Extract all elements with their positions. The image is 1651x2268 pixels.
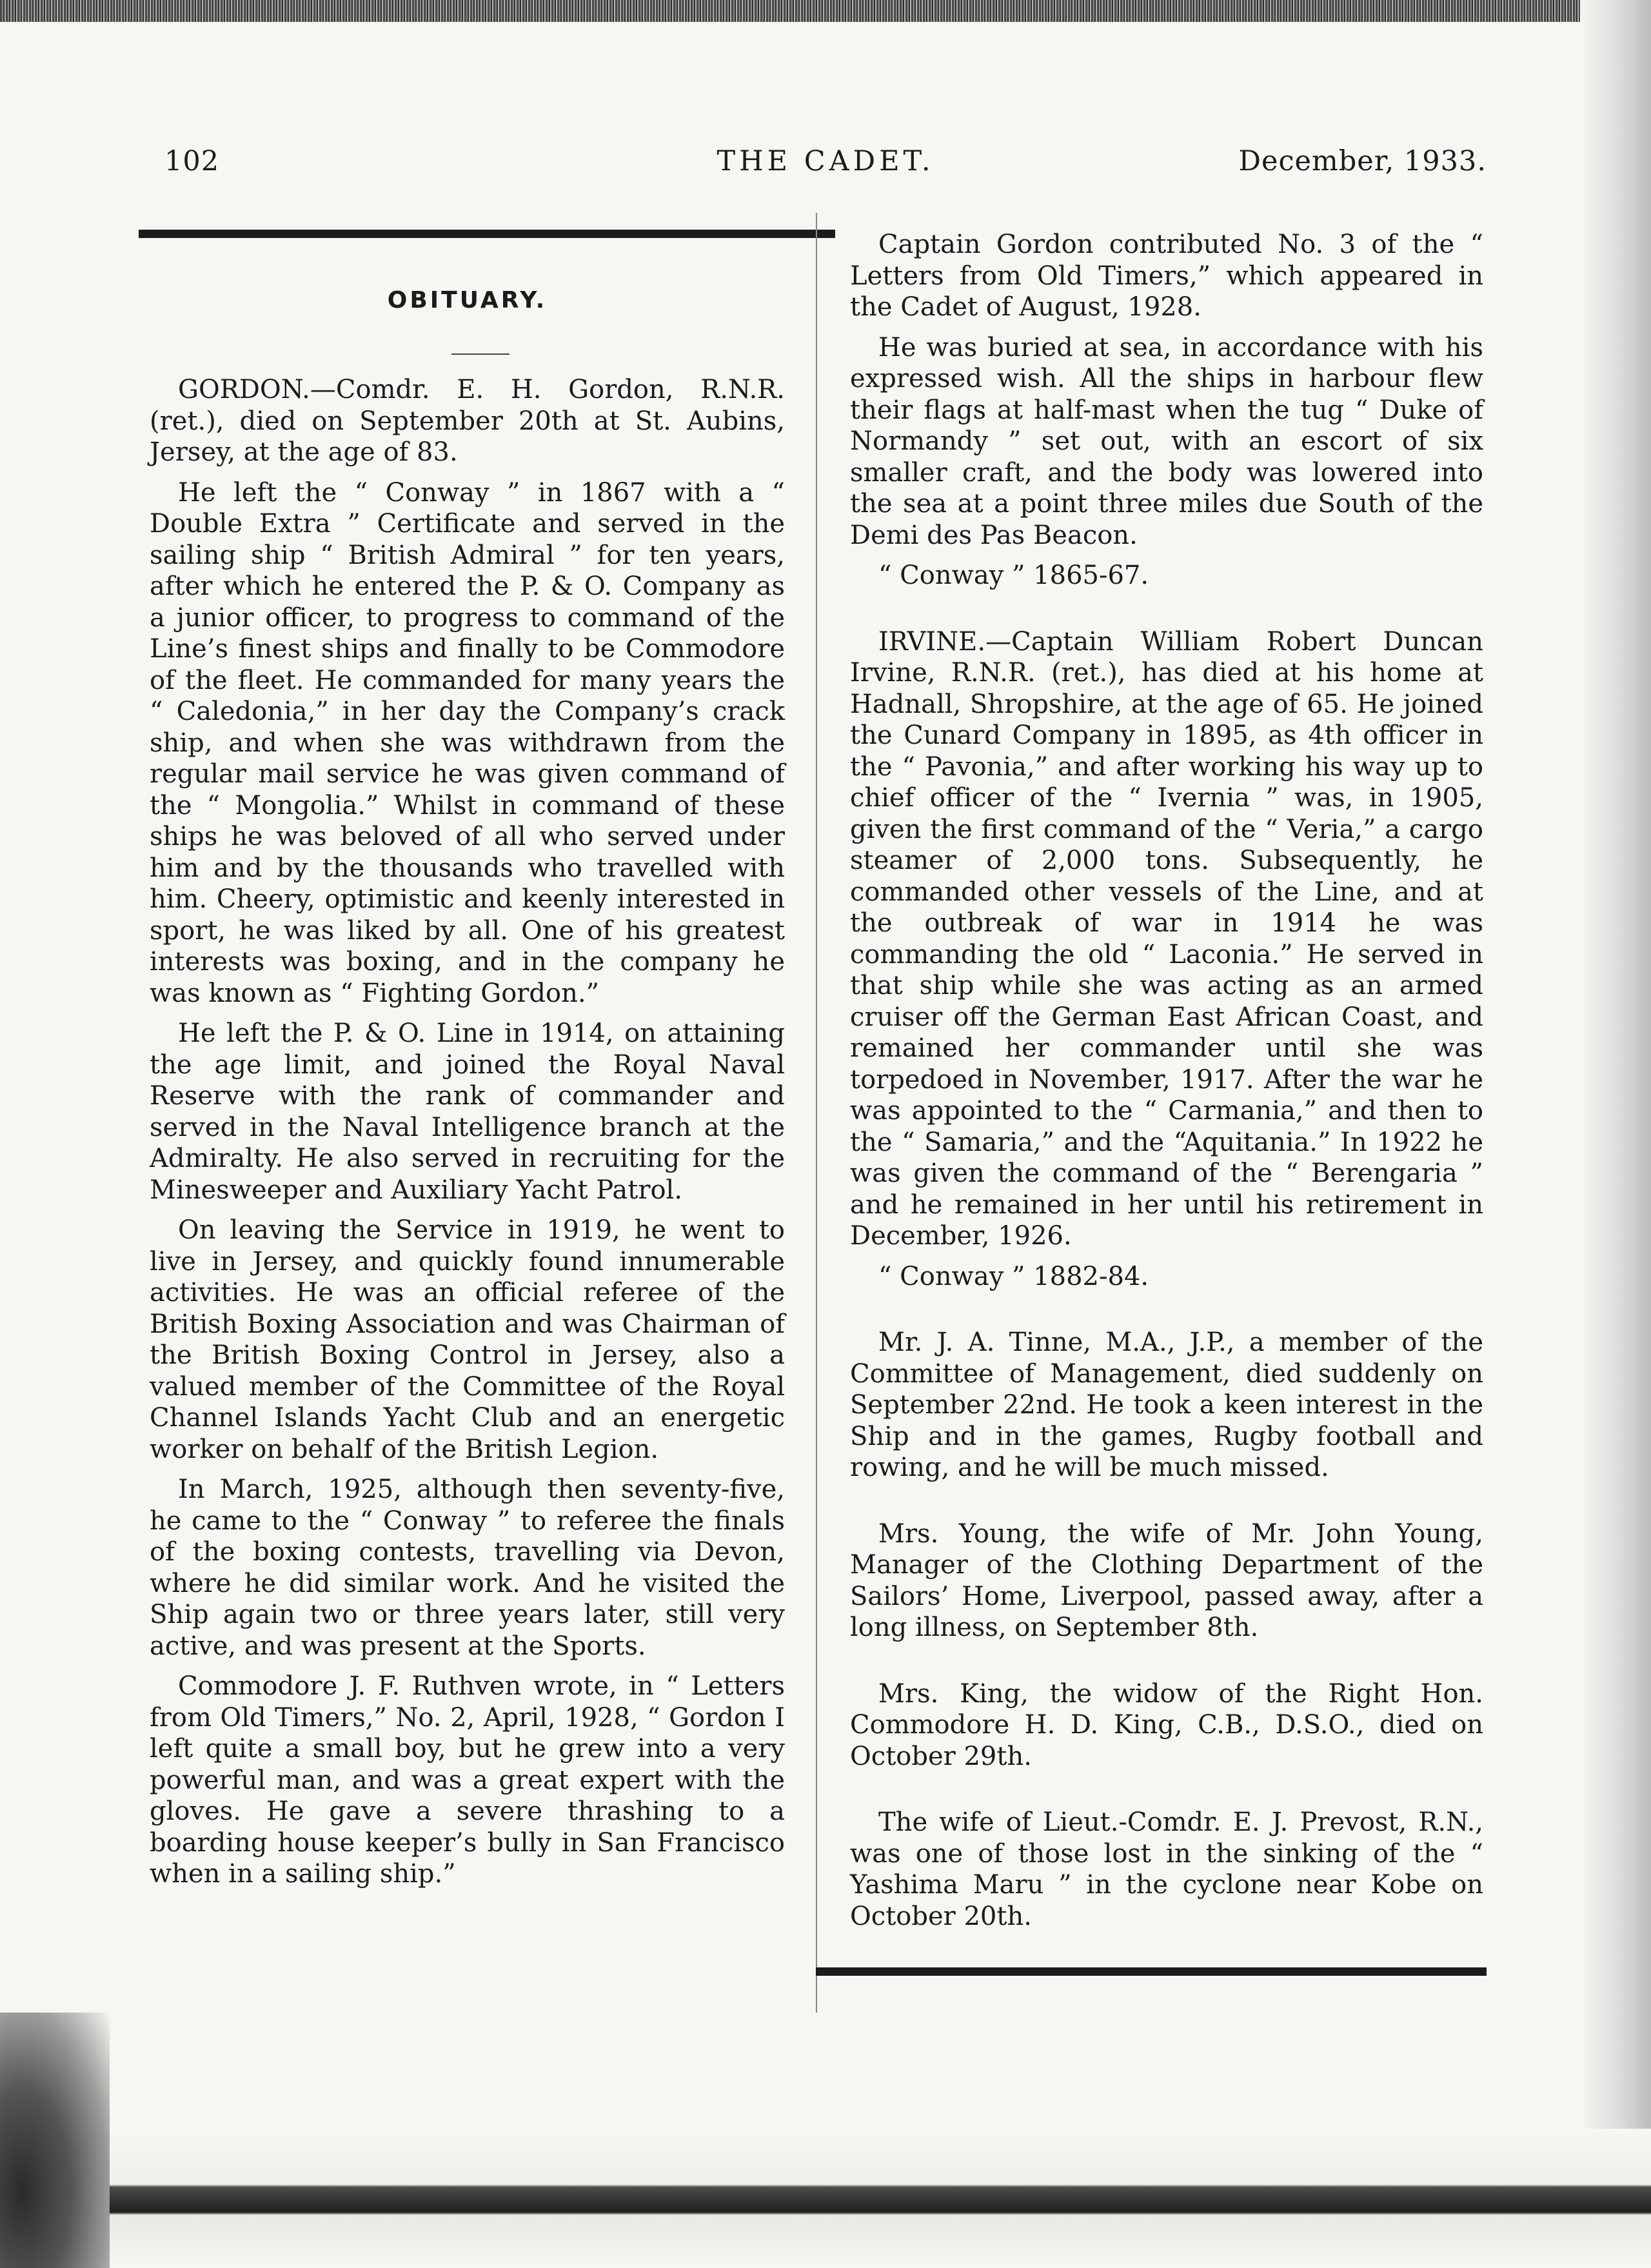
king-obituary: Mrs. King, the widow of the Right Hon. Commodore H. D. King, C.B., D.S.O., died on October 29th. <box>850 1678 1483 1771</box>
gordon-jersey: On leaving the Service in 1919, he went to live in Jersey, and quickly found innumerable activities. He was an official referee of the British Boxing Association and was Chairman of the British Boxing Control in Jersey, also a valued member of the Committee of the Royal Channel Islands Yacht Club and an energetic worker on behalf of the British Legion. <box>150 1215 785 1464</box>
prevost-obituary: The wife of Lieut.-Comdr. E. J. Prevost, R.N., was one of those lost in the sinking of the “ Yashima Maru ” in the cyclone near Kobe on October 20th. <box>850 1807 1483 1931</box>
publication-title: THE CADET. <box>717 145 934 177</box>
gordon-letters: Captain Gordon contributed No. 3 of the “ Letters from Old Timers,” which appeared in the Cadet of August, 1928. <box>850 230 1483 322</box>
gordon-conway-visit: In March, 1925, although then seventy-five, he came to the “ Conway ” to referee the finals of the boxing contests, travelling via Devon, where he did similar work. And he visited the Ship again two or three years later, still very active, and was present at the Sports. <box>150 1475 785 1661</box>
scan-thumb-shadow <box>0 2013 110 2268</box>
scan-bottom-edge <box>0 2129 1651 2268</box>
gordon-burial: He was buried at sea, in accordance with his expressed wish. All the ships in harbour flew their flags at half-mast when the tug “ Duke of Normandy ” set out, with an escort of six smaller craft, and the body was lowered into the sea at a point three miles due South of the Demi des Pas Beacon. <box>850 332 1483 550</box>
tinne-obituary: Mr. J. A. Tinne, M.A., J.P., a member of the Committee of Management, died suddenly on September 22nd. He took a keen interest in the Ship and in the games, Rugby football and rowing, and he will be much missed. <box>850 1328 1483 1482</box>
scan-right-edge <box>1580 0 1651 2268</box>
irvine-conway-years: “ Conway ” 1882-84. <box>878 1261 1149 1291</box>
section-heading: OBITUARY. <box>387 287 548 313</box>
irvine-obituary: IRVINE.—Captain William Robert Duncan Irvine, R.N.R. (ret.), has died at his home at Hadnall, Shropshire, at the age of 65. He joined the Cunard Company in 1895, as 4th officer in the “ Pavonia,” and after working his way up to chief officer of the “ Ivernia ” was, in 1905, given the first command of the “ Veria,” a cargo steamer of 2,000 tons. Subsequently, he commanded other vessels of the Line, and at the outbreak of war in 1914 he was commanding the old “ Laconia.” He served in that ship while she was acting as an armed cruiser off the German East African Coast, and remained her commander until she was torpedoed in November, 1917. After the war he was appointed to the “ Carmania,” and then to the “ Samaria,” and the “Aquitania.” In 1922 he was given the command of the “ Berengaria ” and he remained in her until his retirement in December, 1926. <box>850 626 1483 1251</box>
page-number: 102 <box>164 145 220 177</box>
gordon-intro: GORDON.—Comdr. E. H. Gordon, R.N.R. (ret.), died on September 20th at St. Aubins, Jersey, at the age of 83. <box>150 375 785 467</box>
bottom-rule <box>816 1967 1487 1976</box>
right-column <box>850 229 1483 1941</box>
gordon-conway-years: “ Conway ” 1865-67. <box>878 561 1149 590</box>
gordon-naval-reserve: He left the P. & O. Line in 1914, on attaining the age limit, and joined the Royal Naval Reserve with the rank of commander and served in the Naval Intelligence branch at the Admiralty. He also served in recruiting for the Minesweeper and Auxiliary Yacht Patrol. <box>150 1019 785 1205</box>
column-divider <box>816 213 817 2013</box>
heading-rule <box>451 353 509 355</box>
gordon-career: He left the “ Conway ” in 1867 with a “ Double Extra ” Certificate and served in the sailing ship “ British Admiral ” for ten years, after which he entered the P. & O. Company as a junior officer, to progress to command of the Line’s finest ships and finally to be Commodore of the fleet. He commanded for many years the “ Caledonia,” in her day the Company’s crack ship, and when she was withdrawn from the regular mail service he was given command of the “ Mongolia.” Whilst in command of these ships he was beloved of all who served under him and by the thousands who travelled with him. Cheery, optimistic and keenly interested in sport, he was liked by all. One of his greatest interests was boxing, and in the company he was known as “ Fighting Gordon.” <box>150 477 785 1008</box>
issue-date: December, 1933. <box>1238 145 1487 177</box>
young-obituary: Mrs. Young, the wife of Mr. John Young, Manager of the Clothing Department of the Sailors’ Home, Liverpool, passed away, after a long illness, on September 8th. <box>850 1518 1483 1642</box>
top-rule <box>139 230 835 238</box>
scan-top-edge <box>0 0 1651 22</box>
gordon-ruthven-quote: Commodore J. F. Ruthven wrote, in “ Letters from Old Timers,” No. 2, April, 1928, “ Gordon I left quite a small boy, but he grew into a very powerful man, and was a great expert with the gloves. He gave a severe thrashing to a boarding house keeper’s bully in San Francisco when in a sailing ship.” <box>150 1671 785 1889</box>
page-header <box>164 145 1487 184</box>
left-column <box>150 374 785 1899</box>
